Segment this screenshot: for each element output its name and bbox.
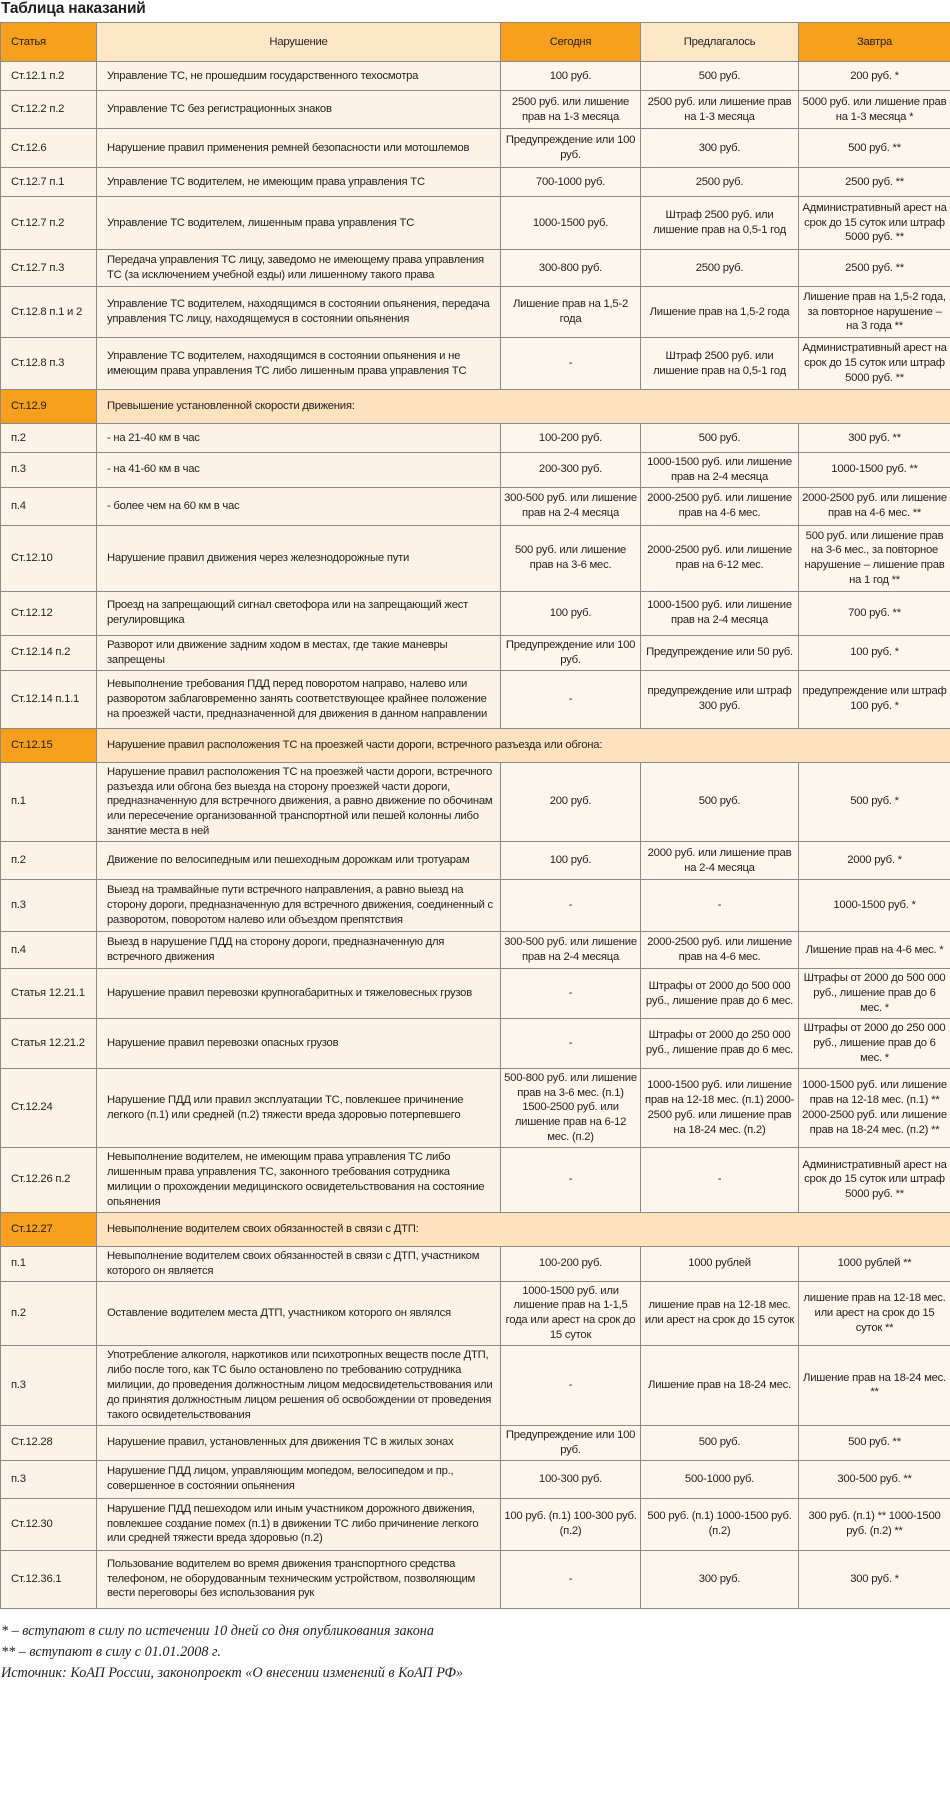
- violation-cell: Нарушение правил движения через железнодорожные пути: [97, 525, 501, 591]
- proposed-cell: Штраф 2500 руб. или лишение прав на 0,5-1 год: [641, 197, 799, 250]
- table-row: [1, 1346, 950, 1426]
- table-row: [1, 591, 950, 635]
- proposed-cell: 1000-1500 руб. или лишение прав на 2-4 месяца: [641, 591, 799, 635]
- article-cell: Ст.12.2 п.2: [1, 91, 97, 129]
- violation-cell: Невыполнение водителем своих обязанностей в связи с ДТП, участником которого он является: [97, 1246, 501, 1281]
- violation-cell: Пользование водителем во время движения транспортного средства телефоном, не оборудованным техническим устройством, позволяющим вести переговоры без использования рук: [97, 1550, 501, 1608]
- article-cell: п.2: [1, 1281, 97, 1346]
- table-row: [1, 197, 950, 250]
- tomorrow-cell: 2500 руб. **: [799, 168, 950, 197]
- table-body: [1, 62, 950, 1609]
- table-row: [1, 525, 950, 591]
- violation-cell: - на 41-60 км в час: [97, 453, 501, 488]
- tomorrow-cell: Административный арест на срок до 15 суток или штраф 5000 руб. **: [799, 338, 950, 390]
- column-header-today: Сегодня: [501, 23, 641, 62]
- page-title: Таблица наказаний: [1, 0, 146, 17]
- proposed-cell: 2000-2500 руб. или лишение прав на 6-12 мес.: [641, 525, 799, 591]
- article-cell: Ст.12.24: [1, 1068, 97, 1148]
- tomorrow-cell: Штрафы от 2000 до 250 000 руб., лишение прав до 6 мес. *: [799, 1018, 950, 1068]
- article-cell: Ст.12.14 п.2: [1, 635, 97, 670]
- article-cell: Ст.12.8 п.1 и 2: [1, 287, 97, 338]
- today-cell: -: [501, 670, 641, 728]
- proposed-cell: 500 руб. (п.1) 1000-1500 руб. (п.2): [641, 1498, 799, 1550]
- proposed-cell: Лишение прав на 1,5-2 года: [641, 287, 799, 338]
- section-title-cell: Нарушение правил расположения ТС на проезжей части дороги, встречного разъезда или обгона:: [97, 728, 950, 762]
- today-cell: 100 руб.: [501, 62, 641, 91]
- tomorrow-cell: 300 руб. *: [799, 1550, 950, 1608]
- article-cell: Ст.12.7 п.3: [1, 250, 97, 287]
- violation-cell: Нарушение правил перевозки опасных грузов: [97, 1018, 501, 1068]
- tomorrow-cell: 500 руб. или лишение прав на 3-6 мес., за повторное нарушение – лишение прав на 1 год **: [799, 525, 950, 591]
- violation-cell: Разворот или движение задним ходом в местах, где такие маневры запрещены: [97, 635, 501, 670]
- article-cell: п.3: [1, 453, 97, 488]
- proposed-cell: 300 руб.: [641, 129, 799, 168]
- article-cell: п.3: [1, 880, 97, 932]
- article-cell: Ст.12.15: [1, 728, 97, 762]
- today-cell: -: [501, 969, 641, 1019]
- today-cell: Предупреждение или 100 руб.: [501, 1425, 641, 1460]
- proposed-cell: Штрафы от 2000 до 250 000 руб., лишение прав до 6 мес.: [641, 1018, 799, 1068]
- table-row: [1, 635, 950, 670]
- violation-cell: - на 21-40 км в час: [97, 424, 501, 453]
- column-header-tomorrow: Завтра: [799, 23, 950, 62]
- proposed-cell: 2500 руб. или лишение прав на 1-3 месяца: [641, 91, 799, 129]
- proposed-cell: 1000 рублей: [641, 1246, 799, 1281]
- today-cell: 700-1000 руб.: [501, 168, 641, 197]
- proposed-cell: 500 руб.: [641, 762, 799, 842]
- article-cell: Ст.12.7 п.1: [1, 168, 97, 197]
- today-cell: 100 руб.: [501, 842, 641, 880]
- tomorrow-cell: 300 руб. (п.1) ** 1000-1500 руб. (п.2) **: [799, 1498, 950, 1550]
- today-cell: -: [501, 880, 641, 932]
- table-row: [1, 969, 950, 1019]
- article-cell: Ст.12.1 п.2: [1, 62, 97, 91]
- violation-cell: Управление ТС без регистрационных знаков: [97, 91, 501, 129]
- article-cell: Ст.12.30: [1, 1498, 97, 1550]
- violation-cell: Оставление водителем места ДТП, участником которого он являлся: [97, 1281, 501, 1346]
- table-row: [1, 338, 950, 390]
- violation-cell: Управление ТС, не прошедшим государственного техосмотра: [97, 62, 501, 91]
- table-row: [1, 1460, 950, 1498]
- violation-cell: Невыполнение требования ПДД перед поворотом направо, налево или разворотом заблаговременно занять соответствующее крайнее положение на проезжей части, предназначенной для движения в данном направлении: [97, 670, 501, 728]
- proposed-cell: лишение прав на 12-18 мес. или арест на срок до 15 суток: [641, 1281, 799, 1346]
- table-row: [1, 842, 950, 880]
- proposed-cell: -: [641, 1148, 799, 1213]
- violation-cell: Невыполнение водителем, не имеющим права управления ТС либо лишенным права управления ТС, законного требования сотрудника милиции о прохождении медицинского освидетельствования на состояние опьянения: [97, 1148, 501, 1213]
- section-row: [1, 390, 950, 424]
- proposed-cell: 2000-2500 руб. или лишение прав на 4-6 мес.: [641, 932, 799, 969]
- proposed-cell: Штраф 2500 руб. или лишение прав на 0,5-1 год: [641, 338, 799, 390]
- today-cell: 100-200 руб.: [501, 1246, 641, 1281]
- violation-cell: Нарушение правил перевозки крупногабаритных и тяжеловесных грузов: [97, 969, 501, 1019]
- today-cell: 200-300 руб.: [501, 453, 641, 488]
- proposed-cell: 2500 руб.: [641, 168, 799, 197]
- article-cell: п.3: [1, 1346, 97, 1426]
- table-row: [1, 1550, 950, 1608]
- violation-cell: Проезд на запрещающий сигнал светофора или на запрещающий жест регулировщика: [97, 591, 501, 635]
- tomorrow-cell: 1000 рублей **: [799, 1246, 950, 1281]
- table-row: [1, 670, 950, 728]
- today-cell: 1000-1500 руб.: [501, 197, 641, 250]
- tomorrow-cell: Административный арест на срок до 15 суток или штраф 5000 руб. **: [799, 1148, 950, 1213]
- today-cell: -: [501, 338, 641, 390]
- article-cell: п.1: [1, 762, 97, 842]
- table-row: [1, 932, 950, 969]
- today-cell: 300-500 руб. или лишение прав на 2-4 месяца: [501, 487, 641, 525]
- proposed-cell: 300 руб.: [641, 1550, 799, 1608]
- today-cell: 100 руб.: [501, 591, 641, 635]
- tomorrow-cell: 1000-1500 руб. *: [799, 880, 950, 932]
- today-cell: -: [501, 1148, 641, 1213]
- section-row: [1, 728, 950, 762]
- tomorrow-cell: 2500 руб. **: [799, 250, 950, 287]
- footnote-source: Источник: КоАП России, законопроект «О внесении изменений в КоАП РФ»: [1, 1664, 463, 1681]
- tomorrow-cell: лишение прав на 12-18 мес. или арест на срок до 15 суток **: [799, 1281, 950, 1346]
- proposed-cell: 2000 руб. или лишение прав на 2-4 месяца: [641, 842, 799, 880]
- violation-cell: Употребление алкоголя, наркотиков или психотропных веществ после ДТП, либо после того, как ТС было остановлено по требованию сотрудника милиции, до проведения должностным лицом медосвидетельствования или до принятия должностным лицом решения об освобождении от проведения такого освидетельствования: [97, 1346, 501, 1426]
- article-cell: п.3: [1, 1460, 97, 1498]
- violation-cell: Нарушение ПДД пешеходом или иным участником дорожного движения, повлекшее создание помех (п.1) в движении ТС либо причинение легкого или средней тяжести вреда здоровью (п.2): [97, 1498, 501, 1550]
- violation-cell: Нарушение правил, установленных для движения ТС в жилых зонах: [97, 1425, 501, 1460]
- tomorrow-cell: 5000 руб. или лишение прав на 1-3 месяца *: [799, 91, 950, 129]
- today-cell: 200 руб.: [501, 762, 641, 842]
- violation-cell: Нарушение ПДД или правил эксплуатации ТС, повлекшее причинение легкого (п.1) или средней (п.2) тяжести вреда здоровью потерпевшего: [97, 1068, 501, 1148]
- table-row: [1, 250, 950, 287]
- footnote-two-stars: ** – вступают в силу с 01.01.2008 г.: [1, 1643, 221, 1660]
- column-header-violation: Нарушение: [97, 23, 501, 62]
- tomorrow-cell: 1000-1500 руб. **: [799, 453, 950, 488]
- proposed-cell: 1000-1500 руб. или лишение прав на 12-18 мес. (п.1) 2000-2500 руб. или лишение прав на 18-24 мес. (п.2): [641, 1068, 799, 1148]
- table-row: [1, 129, 950, 168]
- article-cell: Ст.12.6: [1, 129, 97, 168]
- proposed-cell: -: [641, 880, 799, 932]
- penalties-table: [0, 22, 950, 1609]
- section-title-cell: Невыполнение водителем своих обязанностей в связи с ДТП:: [97, 1212, 950, 1246]
- violation-cell: - более чем на 60 км в час: [97, 487, 501, 525]
- table-header-row: [1, 23, 950, 62]
- section-title-cell: Превышение установленной скорости движения:: [97, 390, 950, 424]
- today-cell: 300-500 руб. или лишение прав на 2-4 месяца: [501, 932, 641, 969]
- tomorrow-cell: Лишение прав на 1,5-2 года, за повторное нарушение – на 3 года **: [799, 287, 950, 338]
- table-row: [1, 287, 950, 338]
- section-row: [1, 1212, 950, 1246]
- article-cell: Ст.12.14 п.1.1: [1, 670, 97, 728]
- table-row: [1, 1018, 950, 1068]
- violation-cell: Выезд на трамвайные пути встречного направления, а равно выезд на сторону дороги, предназначенную для встречного движения, соединенный с разворотом, поворотом налево или объездом препятствия: [97, 880, 501, 932]
- tomorrow-cell: 700 руб. **: [799, 591, 950, 635]
- table-row: [1, 1498, 950, 1550]
- proposed-cell: 500 руб.: [641, 62, 799, 91]
- proposed-cell: 500 руб.: [641, 1425, 799, 1460]
- table-row: [1, 424, 950, 453]
- proposed-cell: предупреждение или штраф 300 руб.: [641, 670, 799, 728]
- tomorrow-cell: 2000-2500 руб. или лишение прав на 4-6 мес. **: [799, 487, 950, 525]
- tomorrow-cell: 500 руб. *: [799, 762, 950, 842]
- table-row: [1, 168, 950, 197]
- today-cell: 100-200 руб.: [501, 424, 641, 453]
- tomorrow-cell: Лишение прав на 4-6 мес. *: [799, 932, 950, 969]
- article-cell: Статья 12.21.2: [1, 1018, 97, 1068]
- tomorrow-cell: 200 руб. *: [799, 62, 950, 91]
- table-row: [1, 880, 950, 932]
- tomorrow-cell: 500 руб. **: [799, 1425, 950, 1460]
- article-cell: п.4: [1, 487, 97, 525]
- tomorrow-cell: Лишение прав на 18-24 мес. **: [799, 1346, 950, 1426]
- table-row: [1, 1281, 950, 1346]
- tomorrow-cell: Штрафы от 2000 до 500 000 руб., лишение прав до 6 мес. *: [799, 969, 950, 1019]
- tomorrow-cell: Административный арест на срок до 15 суток или штраф 5000 руб. **: [799, 197, 950, 250]
- violation-cell: Передача управления ТС лицу, заведомо не имеющему права управления ТС (за исключением учебной езды) или лишенному такого права: [97, 250, 501, 287]
- article-cell: Ст.12.12: [1, 591, 97, 635]
- table-row: [1, 62, 950, 91]
- table-row: [1, 91, 950, 129]
- table-row: [1, 762, 950, 842]
- article-cell: п.2: [1, 842, 97, 880]
- today-cell: 300-800 руб.: [501, 250, 641, 287]
- tomorrow-cell: 1000-1500 руб. или лишение прав на 12-18 мес. (п.1) ** 2000-2500 руб. или лишение прав на 18-24 мес. (п.2) **: [799, 1068, 950, 1148]
- article-cell: Ст.12.27: [1, 1212, 97, 1246]
- table-row: [1, 1148, 950, 1213]
- table-row: [1, 1068, 950, 1148]
- article-cell: Ст.12.8 п.3: [1, 338, 97, 390]
- article-cell: п.1: [1, 1246, 97, 1281]
- article-cell: Ст.12.7 п.2: [1, 197, 97, 250]
- column-header-proposed: Предлагалось: [641, 23, 799, 62]
- violation-cell: Нарушение правил применения ремней безопасности или мотошлемов: [97, 129, 501, 168]
- proposed-cell: Предупреждение или 50 руб.: [641, 635, 799, 670]
- today-cell: 500-800 руб. или лишение прав на 3-6 мес. (п.1) 1500-2500 руб. или лишение прав на 6-12 мес. (п.2): [501, 1068, 641, 1148]
- proposed-cell: Лишение прав на 18-24 мес.: [641, 1346, 799, 1426]
- article-cell: Ст.12.26 п.2: [1, 1148, 97, 1213]
- table-row: [1, 1425, 950, 1460]
- article-cell: п.2: [1, 424, 97, 453]
- violation-cell: Нарушение ПДД лицом, управляющим мопедом, велосипедом и пр., совершенное в состоянии опьянения: [97, 1460, 501, 1498]
- today-cell: 100-300 руб.: [501, 1460, 641, 1498]
- today-cell: 1000-1500 руб. или лишение прав на 1-1,5 года или арест на срок до 15 суток: [501, 1281, 641, 1346]
- violation-cell: Выезд в нарушение ПДД на сторону дороги, предназначенную для встречного движения: [97, 932, 501, 969]
- violation-cell: Нарушение правил расположения ТС на проезжей части дороги, встречного разъезда или обгона без выезда на сторону проезжей части дороги, предназначенную для встречного движения, а равно движение по обочинам или пересечение организованной транспортной или пешей колонны либо занятие места в ней: [97, 762, 501, 842]
- footnote-one-star: * – вступают в силу по истечении 10 дней со дня опубликования закона: [1, 1622, 434, 1639]
- footnotes: [0, 1621, 950, 1684]
- article-cell: Ст.12.9: [1, 390, 97, 424]
- violation-cell: Движение по велосипедным или пешеходным дорожкам или тротуарам: [97, 842, 501, 880]
- today-cell: -: [501, 1018, 641, 1068]
- today-cell: 500 руб. или лишение прав на 3-6 мес.: [501, 525, 641, 591]
- column-header-article: Статья: [1, 23, 97, 62]
- article-cell: Ст.12.36.1: [1, 1550, 97, 1608]
- proposed-cell: 1000-1500 руб. или лишение прав на 2-4 месяца: [641, 453, 799, 488]
- violation-cell: Управление ТС водителем, лишенным права управления ТС: [97, 197, 501, 250]
- table-row: [1, 487, 950, 525]
- today-cell: Предупреждение или 100 руб.: [501, 129, 641, 168]
- proposed-cell: 500-1000 руб.: [641, 1460, 799, 1498]
- proposed-cell: 2500 руб.: [641, 250, 799, 287]
- table-row: [1, 453, 950, 488]
- today-cell: -: [501, 1550, 641, 1608]
- tomorrow-cell: 300 руб. **: [799, 424, 950, 453]
- article-cell: п.4: [1, 932, 97, 969]
- tomorrow-cell: предупреждение или штраф 100 руб. *: [799, 670, 950, 728]
- tomorrow-cell: 300-500 руб. **: [799, 1460, 950, 1498]
- proposed-cell: 2000-2500 руб. или лишение прав на 4-6 мес.: [641, 487, 799, 525]
- today-cell: 100 руб. (п.1) 100-300 руб. (п.2): [501, 1498, 641, 1550]
- tomorrow-cell: 100 руб. *: [799, 635, 950, 670]
- proposed-cell: 500 руб.: [641, 424, 799, 453]
- today-cell: -: [501, 1346, 641, 1426]
- violation-cell: Управление ТС водителем, находящимся в состоянии опьянения и не имеющим права управления ТС либо лишенным права управления ТС: [97, 338, 501, 390]
- today-cell: Лишение прав на 1,5-2 года: [501, 287, 641, 338]
- tomorrow-cell: 2000 руб. *: [799, 842, 950, 880]
- tomorrow-cell: 500 руб. **: [799, 129, 950, 168]
- today-cell: Предупреждение или 100 руб.: [501, 635, 641, 670]
- article-cell: Статья 12.21.1: [1, 969, 97, 1019]
- today-cell: 2500 руб. или лишение прав на 1-3 месяца: [501, 91, 641, 129]
- proposed-cell: Штрафы от 2000 до 500 000 руб., лишение прав до 6 мес.: [641, 969, 799, 1019]
- article-cell: Ст.12.10: [1, 525, 97, 591]
- article-cell: Ст.12.28: [1, 1425, 97, 1460]
- table-row: [1, 1246, 950, 1281]
- violation-cell: Управление ТС водителем, не имеющим права управления ТС: [97, 168, 501, 197]
- violation-cell: Управление ТС водителем, находящимся в состоянии опьянения, передача управления ТС лицу, находящемуся в состоянии опьянения: [97, 287, 501, 338]
